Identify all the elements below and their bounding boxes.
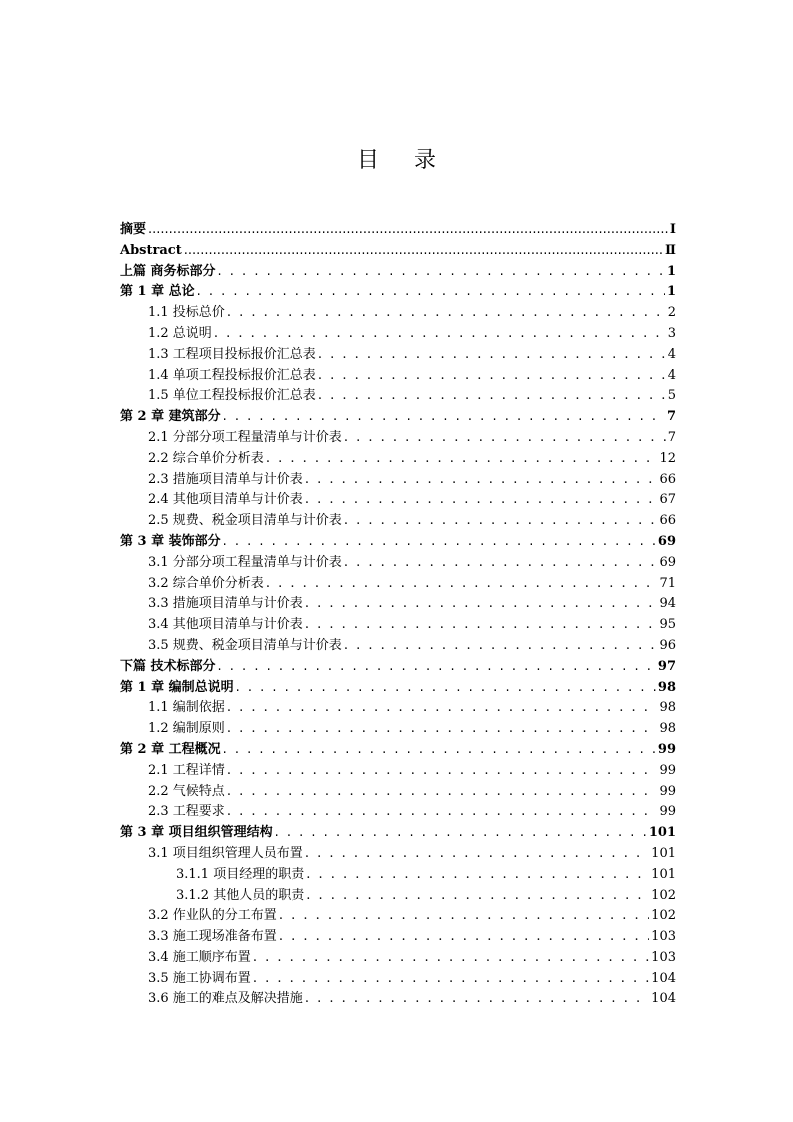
toc-leader-dots — [344, 636, 658, 657]
toc-entry-label: 2.2 气候特点 — [148, 783, 225, 799]
toc-entry-page-number: 69 — [659, 554, 676, 570]
toc-entry-label: 3.2 综合单价分析表 — [148, 575, 264, 591]
toc-leader-dots — [344, 553, 658, 574]
toc-entry[interactable] — [120, 511, 676, 532]
toc-entry-label: 3.3 措施项目清单与计价表 — [148, 596, 303, 612]
toc-leader-dots — [223, 740, 656, 761]
toc-entry[interactable] — [120, 761, 676, 782]
toc-leader-dots — [266, 574, 658, 595]
toc-leader-dots — [305, 594, 658, 615]
toc-leader-dots — [197, 282, 665, 303]
toc-entry[interactable] — [120, 802, 676, 823]
toc-entry[interactable] — [120, 428, 676, 449]
toc-entry[interactable] — [120, 698, 676, 719]
toc-entry-page-number: 7 — [667, 429, 676, 445]
toc-entry-label: 第 2 章 工程概况 — [120, 741, 221, 757]
toc-entry-label: 1.2 编制原则 — [148, 721, 225, 737]
toc-entry-page-number: 101 — [651, 845, 676, 861]
toc-leader-dots — [227, 303, 666, 324]
toc-entry-label: 摘要 — [120, 222, 147, 237]
toc-leader-dots — [305, 470, 658, 491]
toc-entry-label: 上篇 商务标部分 — [120, 263, 216, 279]
toc-leader-dots — [253, 969, 649, 990]
toc-entry[interactable] — [120, 657, 676, 678]
toc-entry[interactable] — [120, 449, 676, 470]
toc-entry-label: 3.5 规费、税金项目清单与计价表 — [148, 637, 342, 653]
toc-entry-page-number: 103 — [651, 949, 676, 965]
toc-entry-page-number: 98 — [657, 679, 676, 695]
toc-entry-page-number: 103 — [651, 929, 676, 945]
toc-entry-label: 3.4 其他项目清单与计价表 — [148, 617, 303, 633]
toc-entry[interactable] — [120, 532, 676, 553]
toc-entry-label: 2.1 工程详情 — [148, 762, 225, 778]
toc-entry-page-number: 102 — [651, 908, 676, 924]
toc-leader-dots — [344, 511, 658, 532]
toc-entry[interactable] — [120, 574, 676, 595]
toc-entry[interactable] — [120, 324, 676, 345]
toc-entry-label: 3.1.1 项目经理的职责 — [176, 866, 305, 882]
toc-entry-label: 1.3 工程项目投标报价汇总表 — [148, 346, 316, 362]
toc-entry-page-number: 66 — [659, 513, 676, 529]
toc-entry-label: 第 1 章 总论 — [120, 284, 195, 300]
toc-entry-page-number: 66 — [659, 471, 676, 487]
toc-leader-dots — [318, 386, 666, 407]
toc-entry[interactable] — [120, 948, 676, 969]
toc-entry-label: 第 3 章 项目组织管理结构 — [120, 825, 273, 841]
toc-entry-label: Abstract — [120, 242, 182, 258]
toc-entry[interactable] — [120, 490, 676, 511]
toc-entry-label: 下篇 技术标部分 — [120, 658, 216, 674]
toc-entry-label: 3.5 施工协调布置 — [148, 970, 251, 986]
toc-entry-page-number: 102 — [651, 887, 676, 903]
toc-leader-dots — [306, 865, 649, 886]
toc-leader-dots — [223, 532, 656, 553]
toc-entry-page-number: 2 — [667, 305, 676, 321]
toc-entry-label: 3.1.2 其他人员的职责 — [176, 887, 305, 903]
toc-entry[interactable] — [120, 615, 676, 636]
toc-entry-label: 2.5 规费、税金项目清单与计价表 — [148, 513, 342, 529]
toc-entry[interactable] — [120, 220, 676, 241]
toc-entry-page-number: Ⅰ — [669, 222, 676, 237]
toc-entry-page-number: 96 — [659, 637, 676, 653]
toc-entry[interactable] — [120, 906, 676, 927]
toc-leader-dots — [279, 927, 649, 948]
toc-entry-label: 第 1 章 编制总说明 — [120, 679, 234, 695]
toc-entry-label: 2.3 工程要求 — [148, 804, 225, 820]
toc-entry-page-number: 12 — [659, 450, 676, 466]
toc-entry-page-number: 67 — [659, 492, 676, 508]
toc-entry-page-number: 98 — [659, 700, 676, 716]
toc-entry-label: 1.1 投标总价 — [148, 305, 225, 321]
toc-entry[interactable] — [120, 594, 676, 615]
toc-entry[interactable] — [120, 740, 676, 761]
toc-entry-label: 1.2 总说明 — [148, 325, 212, 341]
toc-entry-page-number: 99 — [657, 741, 676, 757]
toc-leader-dots — [218, 262, 665, 283]
toc-entry[interactable] — [120, 553, 676, 574]
toc-entry-page-number: 4 — [667, 367, 676, 383]
toc-entry-label: 3.1 项目组织管理人员布置 — [148, 845, 303, 861]
toc-entry-label: 2.4 其他项目清单与计价表 — [148, 492, 303, 508]
table-of-contents — [120, 220, 676, 1010]
toc-entry-page-number: 104 — [651, 970, 676, 986]
toc-entry[interactable] — [120, 969, 676, 990]
toc-entry[interactable] — [120, 678, 676, 699]
toc-entry-page-number: 3 — [667, 325, 676, 341]
toc-entry-page-number: 7 — [666, 409, 676, 425]
toc-entry-page-number: 99 — [659, 762, 676, 778]
toc-entry-label: 3.1 分部分项工程量清单与计价表 — [148, 554, 342, 570]
toc-entry[interactable] — [120, 366, 676, 387]
toc-leader-dots — [318, 345, 666, 366]
toc-entry[interactable] — [120, 823, 676, 844]
toc-entry-page-number: 71 — [659, 575, 676, 591]
toc-entry-label: 1.5 单位工程投标报价汇总表 — [148, 388, 316, 404]
toc-entry-label: 1.1 编制依据 — [148, 700, 225, 716]
toc-entry-page-number: Ⅱ — [665, 242, 676, 258]
toc-entry-page-number: 4 — [667, 346, 676, 362]
toc-entry-page-number: 1 — [666, 284, 676, 300]
toc-leader-dots — [236, 678, 656, 699]
toc-leader-dots — [318, 366, 666, 387]
toc-leader-dots — [227, 761, 658, 782]
toc-entry[interactable] — [120, 844, 676, 865]
toc-leader-dots — [279, 906, 649, 927]
toc-entry[interactable] — [120, 886, 676, 907]
toc-entry-page-number: 104 — [651, 991, 676, 1007]
toc-leader-dots — [148, 220, 668, 241]
toc-entry[interactable] — [120, 719, 676, 740]
toc-entry-label: 3.4 施工顺序布置 — [148, 949, 251, 965]
toc-entry-label: 2.3 措施项目清单与计价表 — [148, 471, 303, 487]
toc-entry-page-number: 101 — [651, 866, 676, 882]
toc-leader-dots — [223, 407, 665, 428]
toc-entry-page-number: 1 — [666, 263, 676, 279]
toc-entry-page-number: 101 — [648, 825, 676, 841]
toc-entry[interactable] — [120, 262, 676, 283]
toc-leader-dots — [227, 698, 658, 719]
toc-entry[interactable] — [120, 989, 676, 1010]
toc-entry[interactable] — [120, 386, 676, 407]
toc-leader-dots — [184, 241, 663, 262]
toc-entry[interactable] — [120, 636, 676, 657]
toc-leader-dots — [344, 428, 666, 449]
toc-entry[interactable] — [120, 782, 676, 803]
toc-leader-dots — [253, 948, 649, 969]
toc-leader-dots — [305, 615, 658, 636]
toc-leader-dots — [305, 989, 649, 1010]
toc-leader-dots — [227, 802, 658, 823]
toc-leader-dots — [305, 844, 649, 865]
toc-entry-page-number: 5 — [667, 388, 676, 404]
toc-entry-page-number: 97 — [657, 658, 676, 674]
toc-entry-label: 3.2 作业队的分工布置 — [148, 908, 277, 924]
toc-entry[interactable] — [120, 470, 676, 491]
toc-entry-page-number: 69 — [657, 533, 676, 549]
toc-entry-page-number: 94 — [659, 596, 676, 612]
toc-entry-label: 第 3 章 装饰部分 — [120, 533, 221, 549]
toc-entry-page-number: 98 — [659, 721, 676, 737]
toc-entry[interactable] — [120, 345, 676, 366]
toc-entry-label: 1.4 单项工程投标报价汇总表 — [148, 367, 316, 383]
toc-entry[interactable] — [120, 865, 676, 886]
toc-leader-dots — [214, 324, 666, 345]
toc-entry-page-number: 99 — [659, 783, 676, 799]
toc-entry[interactable] — [120, 282, 676, 303]
toc-leader-dots — [306, 886, 649, 907]
toc-entry-page-number: 99 — [659, 804, 676, 820]
toc-entry-label: 3.3 施工现场准备布置 — [148, 929, 277, 945]
toc-entry-label: 2.2 综合单价分析表 — [148, 450, 264, 466]
toc-entry-label: 3.6 施工的难点及解决措施 — [148, 991, 303, 1007]
toc-leader-dots — [218, 657, 656, 678]
toc-entry[interactable] — [120, 927, 676, 948]
toc-leader-dots — [227, 782, 658, 803]
page-title: 目 录 — [357, 148, 450, 173]
toc-leader-dots — [275, 823, 647, 844]
toc-entry-page-number: 95 — [659, 617, 676, 633]
toc-leader-dots — [227, 719, 658, 740]
toc-entry-label: 2.1 分部分项工程量清单与计价表 — [148, 429, 342, 445]
toc-leader-dots — [305, 490, 658, 511]
toc-entry-label: 第 2 章 建筑部分 — [120, 409, 221, 425]
toc-entry[interactable] — [120, 303, 676, 324]
toc-entry[interactable] — [120, 407, 676, 428]
toc-leader-dots — [266, 449, 658, 470]
toc-entry[interactable] — [120, 241, 676, 262]
